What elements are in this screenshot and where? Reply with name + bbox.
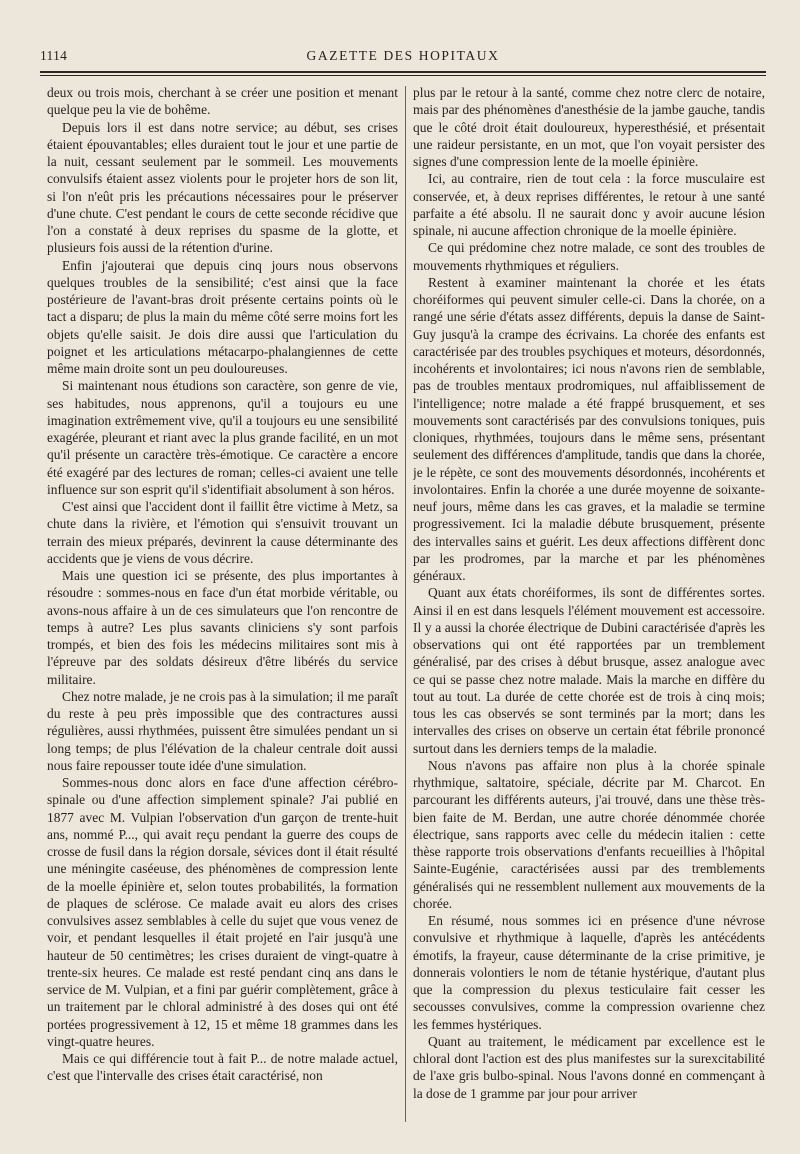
paragraph: C'est ainsi que l'accident dont il faillit être victime à Metz, sa chute dans la rivière, et l'émotion qui s'ensuivit trouvant un terrain des mieux préparés, devinrent la cause déterminante des accidents que je viens de vous décrire.: [47, 499, 398, 566]
paragraph: En résumé, nous sommes ici en présence d'une névrose convulsive et rhythmique à laquelle, d'après les antécédents émotifs, la frayeur, cause déterminante de la crise primitive, je donnerais volontiers le nom de tétanie hystérique, d'autant plus que la compression du plexus testiculaire fait cesser les secousses convulsives, comme la compression ovarienne chez les femmes hystériques.: [413, 913, 765, 1032]
paragraph: Quant au traitement, le médicament par excellence est le chloral dont l'action est des plus manifestes sur la surexcitabilité de l'axe gris bulbo-spinal. Nous l'avons donné en commençant à la dose de 1 gramme par jour pour arriver: [413, 1033, 765, 1101]
page-number: 1114: [40, 48, 68, 63]
paragraph: Enfin j'ajouterai que depuis cinq jours nous observons quelques troubles de la sensibilité; c'est ainsi que la face postérieure de l'avant-bras droit présente certains points où le tact a disparu; de plus la main du même côté serre moins fort les objets qu'elle saisit. Je dois dire aussi que l'articulation du poignet et les articulations métacarpo-phalangiennes de cette même main droite sont un peu douloureuses.: [47, 257, 398, 376]
paragraph: plus par le retour à la santé, comme chez notre clerc de notaire, mais par des phénomènes d'anesthésie de la jambe gauche, tandis que le côté droit était douloureux, hyperesthésié, et présentait une raideur persistante, en un mot, que l'on voyait persister des signes d'une compression lente de la moelle épinière.: [413, 85, 765, 169]
paragraph: Chez notre malade, je ne crois pas à la simulation; il me paraît du reste à peu près impossible que des contractures aussi régulières, aussi rhythmées, puissent être simulées pendant un si long temps; de plus l'élévation de la chaleur centrale doit aussi nous faire repousser toute idée d'une simulation.: [47, 688, 398, 773]
header-rule-thin: [40, 75, 766, 76]
paragraph: Sommes-nous donc alors en face d'une affection cérébro-spinale ou d'une affection simplement spinale? J'ai publié en 1877 avec M. Vulpian l'observation d'un garçon de trente-huit ans, nommé P..., qui avait reçu pendant la guerre des coups de crosse de fusil dans la région dorsale, sévices dont il était résulté une méningite caséeuse, des phénomènes de compression lente de la moelle épinière et, selon toutes probabilités, la formation de plaques de sclérose. Ce malade avait eu alors des crises convulsives assez semblables à celle du sujet que vous venez de voir, et pendant lesquelles il était projeté en l'air jusqu'à une hauteur de 50 centimètres; les crises duraient de vingt-quatre à trente-six heures. Ce malade est resté pendant cinq ans dans le service de M. Vulpian, et a fini par guérir complètement, grâce à un traitement par le chloral administré à des doses qui ont été portées progressivement à 12, 15 et même 18 grammes dans les vingt-quatre heures.: [47, 775, 398, 1049]
paragraph: Mais une question ici se présente, des plus importantes à résoudre : sommes-nous en face d'un état morbide véritable, ou avons-nous affaire à un de ces simulateurs que l'on rencontre de temps à autre? Les plus savants cliniciens s'y sont parfois trompés, et bien des fois les médecins militaires sont mis à l'épreuve par des soldats désireux d'être libérés du service militaire.: [47, 568, 398, 687]
paragraph: Mais ce qui différencie tout à fait P... de notre malade actuel, c'est que l'intervalle des crises était caractérisé, non: [47, 1051, 398, 1084]
journal-title: GAZETTE DES HOPITAUX: [306, 48, 500, 63]
paragraph: Ce qui prédomine chez notre malade, ce sont des troubles de mouvements rhythmiques et réguliers.: [413, 240, 765, 273]
paragraph: Ici, au contraire, rien de tout cela : la force musculaire est conservée, et, à deux reprises différentes, le retour à une santé parfaite a été absolu. Il ne saurait donc y avoir aucune lésion spinale, ni aucune affection chronique de la moelle épinière.: [413, 171, 765, 238]
paragraph: Nous n'avons pas affaire non plus à la chorée spinale rhythmique, saltatoire, spéciale, décrite par M. Charcot. En parcourant les différents auteurs, j'ai trouvé, dans une thèse très-bien faite de M. Berdan, une autre chorée dénommée chorée électrique, sans rapports avec celle du médecin italien : cette thèse rapporte trois observations d'enfants recueillies à l'hôpital Sainte-Eugénie, caractérisées aussi par des tremblements généralisés qui ne ressemblent nullement aux mouvements de la chorée.: [413, 757, 765, 911]
right-column: [413, 84, 765, 1134]
paragraph: Depuis lors il est dans notre service; au début, ses crises étaient épouvantables; elles duraient tout le jour et une partie de la nuit, cessant seulement par le sommeil. Les mouvements convulsifs étaient assez violents pour le projeter hors de son lit, si l'on n'eût pris les précautions nécessaires pour le préserver d'une chute. C'est pendant le cours de cette seconde récidive que l'on a constaté à deux reprises du spasme de la glotte, et plusieurs fois aussi de la rétention d'urine.: [47, 119, 398, 256]
paragraph: Si maintenant nous étudions son caractère, son genre de vie, ses habitudes, nous apprenons, qu'il a toujours eu une imagination extrêmement vive, qu'il a toujours eu une sensibilité exagérée, pleurant et riant avec la plus grande facilité, en un mot qu'il présente un caractère très-émotique. Ce caractère a encore été exagéré par des lectures de roman; celles-ci avaient une telle influence sur son esprit qu'il s'identifiait absolument à son héros.: [47, 378, 398, 497]
column-divider: [405, 86, 406, 1122]
paragraph: Restent à examiner maintenant la chorée et les états choréiformes qui peuvent simuler celle-ci. Dans la chorée, on a rangé une série d'états assez différents, depuis la danse de Saint-Guy jusqu'à la crampe des écrivains. La chorée des enfants est caractérisée par des troubles psychiques et moteurs, désordonnés, incohérents et involontaires; ici nous n'avons rien de semblable, pas de troubles mentaux prodromiques, nul affaiblissement de l'intelligence; notre malade a été frappé brusquement, et ses mouvements sont caractérisés par des convulsions toniques, puis cloniques, rhythmées, toujours dans le même sens, présentant seulement des différences d'amplitude, tandis que dans la chorée, je le répète, ce sont des mouvements désordonnés, incohérents et involontaires. Enfin la chorée a une durée moyenne de soixante-neuf jours, même dans les cas graves, et la maladie se termine progressivement. Ici la maladie débute brusquement, présente des intervalles sains et guérit. Les deux affections diffèrent donc par les prodromes, par la marche et par les phénomènes généraux.: [413, 274, 765, 583]
header-rule-thick: [40, 71, 766, 73]
left-column: [47, 84, 398, 1134]
paragraph: Quant aux états choréiformes, ils sont de différentes sortes. Ainsi il en est dans lesquels l'élément mouvement est accessoire. Il y a aussi la chorée électrique de Dubini caractérisée d'après les observations qui ont été rapportées par un tremblement généralisé, par des crises à début brusque, assez analogue avec ce qui se passe chez notre malade. Mais la marche en diffère du tout au tout. La durée de cette chorée est de trois à cinq mois; tous les cas observés se sont terminés par la mort; dans les intervalles des crises on observe un certain état fébrile prononcé surtout dans les derniers temps de la maladie.: [413, 585, 765, 756]
page-header: [40, 46, 766, 70]
paragraph: deux ou trois mois, cherchant à se créer une position et menant quelque peu la vie de bohême.: [47, 85, 398, 118]
